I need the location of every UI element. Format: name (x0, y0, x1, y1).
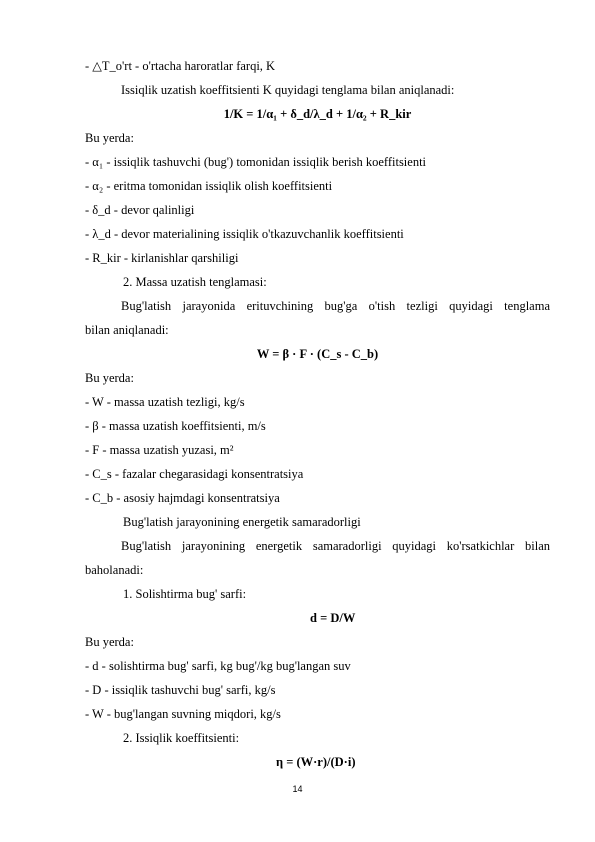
section-heading: 1. Solishtirma bug' sarfi: (123, 587, 247, 601)
list-item: - C_s - fazalar chegarasidagi konsentratsiya (85, 467, 304, 481)
list-item: - D - issiqlik tashuvchi bug' sarfi, kg/s (85, 683, 276, 697)
list-item: - δ_d - devor qalinligi (85, 203, 195, 217)
section-heading: 2. Massa uzatish tenglamasi: (123, 275, 267, 289)
text-line: Bu yerda: (85, 635, 134, 649)
list-item: - W - bug'langan suvning miqdori, kg/s (85, 707, 281, 721)
list-item: - W - massa uzatish tezligi, kg/s (85, 395, 245, 409)
text-line: - △T_o'rt - o'rtacha haroratlar farqi, K (85, 59, 276, 73)
text-line: Bu yerda: (85, 131, 134, 145)
paragraph-line: bilan aniqlanadi: (85, 323, 169, 337)
formula-heat-coefficient: η = (W·r)/(D·i) (276, 755, 356, 769)
text-line: Bu yerda: (85, 371, 134, 385)
page-number: 14 (292, 784, 303, 794)
formula-specific-steam: d = D/W (310, 611, 356, 625)
paragraph-line: baholanadi: (85, 563, 144, 577)
list-item: - α₁ - issiqlik tashuvchi (bug') tomonidan issiqlik berish koeffitsienti (85, 155, 427, 169)
list-item: - C_b - asosiy hajmdagi konsentratsiya (85, 491, 280, 505)
paragraph-line: Bug'latish jarayonining energetik samaradorligi quyidagi ko'rsatkichlar bilan (121, 539, 550, 553)
list-item: - α₂ - eritma tomonidan issiqlik olish koeffitsienti (85, 179, 333, 193)
list-item: - d - solishtirma bug' sarfi, kg bug'/kg bug'langan suv (85, 659, 351, 673)
list-item: - λ_d - devor materialining issiqlik o'tkazuvchanlik koeffitsienti (85, 227, 404, 241)
section-heading: 2. Issiqlik koeffitsienti: (123, 731, 240, 745)
list-item: - R_kir - kirlanishlar qarshiligi (85, 251, 239, 265)
section-heading: Bug'latish jarayonining energetik samaradorligi (123, 515, 361, 529)
list-item: - β - massa uzatish koeffitsienti, m/s (85, 419, 266, 433)
formula-heat-transfer: 1/K = 1/α₁ + δ_d/λ_d + 1/α₂ + R_kir (223, 107, 412, 121)
text-line: Issiqlik uzatish koeffitsienti K quyidagi tenglama bilan aniqlanadi: (121, 83, 455, 97)
formula-mass-transfer: W = β · F · (C_s - C_b) (256, 347, 379, 361)
list-item: - F - massa uzatish yuzasi, m² (85, 443, 234, 457)
paragraph-line: Bug'latish jarayonida erituvchining bug'ga o'tish tezligi quyidagi tenglama (121, 299, 550, 313)
